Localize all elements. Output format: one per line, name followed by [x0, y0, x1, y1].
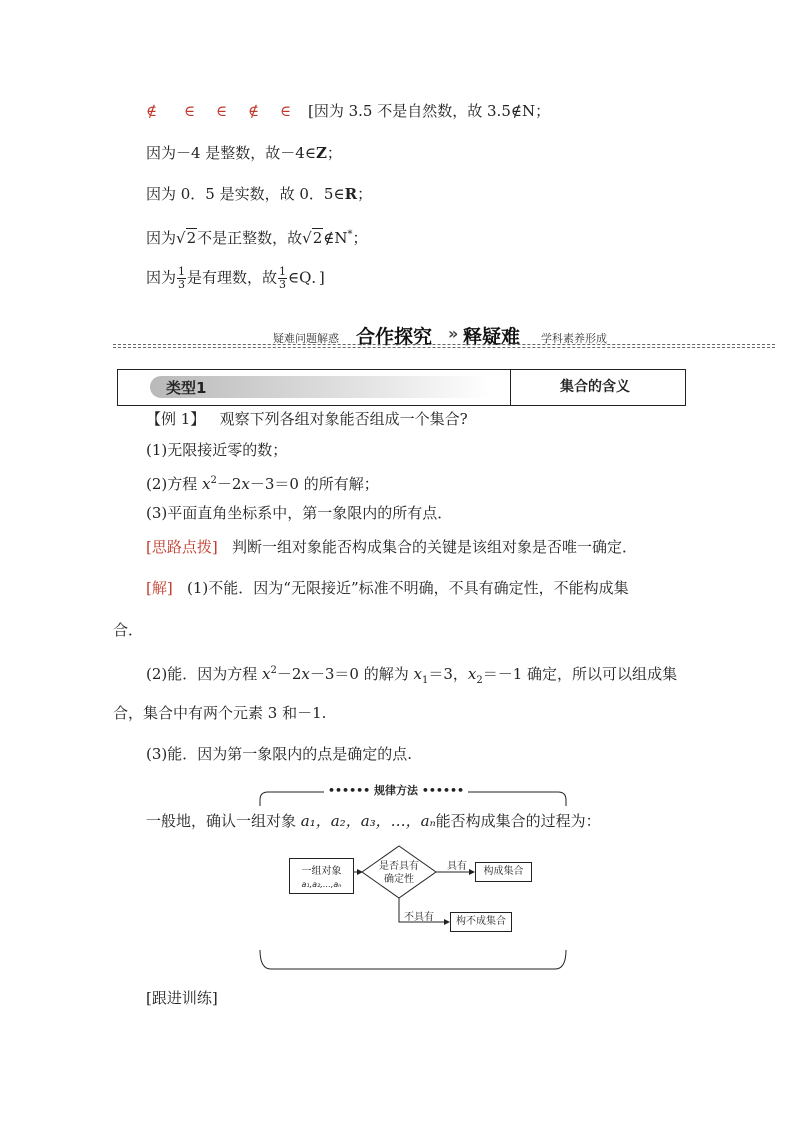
answer-symbol-3: ∈: [216, 102, 228, 120]
flow-decision-line2: 确定性: [384, 874, 414, 885]
solution-line-3: (3)能．因为第一象限内的点是确定的点.: [146, 745, 413, 763]
solution-line-2-b: －2: [276, 665, 302, 683]
section-main-title-1: 合作探究: [356, 326, 433, 348]
explain-5-b: 是有理数，故: [187, 268, 278, 287]
solution-line-2-x: x: [262, 665, 271, 683]
solution-line-2-x2: x: [301, 665, 310, 683]
type-tag-label: 类型1: [166, 379, 207, 397]
explain-5-a: 因为: [146, 268, 177, 287]
explain-3: 因为 0．5 是实数，故 0．5∈: [146, 185, 345, 203]
flow-no-label: 不具有: [404, 912, 434, 923]
fraction-2-numerator: 1: [279, 265, 287, 278]
fraction-denominator: 3: [178, 278, 186, 291]
solution-line-2-sup: 2: [270, 665, 277, 676]
method-title-text: 规律方法: [374, 784, 419, 797]
hint-label: [思路点拨]: [146, 538, 218, 556]
type-title: 集合的含义: [560, 379, 630, 395]
method-intro-b: 能否构成集合的过程为：: [435, 812, 601, 830]
flow-start-line1: 一组对象: [301, 866, 342, 877]
solution-line-1-cont: 合．: [113, 621, 144, 639]
explain-3-end: ；: [357, 185, 373, 203]
flow-decision-line1: 是否具有: [379, 861, 419, 872]
flow-decision-text: [378, 860, 420, 886]
solution-line-2-a: (2)能．因为方程: [146, 665, 263, 683]
explain-4-sup: *: [347, 229, 353, 240]
example-item-2-c: －3＝0 的所有解；: [249, 475, 379, 493]
explain-4-sqrt: 2: [186, 229, 197, 247]
example-item-2-sup: 2: [210, 475, 217, 486]
explain-2: 因为－4 是整数，故－4∈: [146, 144, 316, 162]
fraction-numerator: 1: [178, 265, 186, 278]
solution-line-2-sub1: 1: [421, 675, 429, 686]
example-item-3: (3)平面直角坐标系中，第一象限内的所有点．: [146, 504, 453, 522]
explain-5-c: ∈Q．]: [288, 268, 325, 287]
explain-4-c: ∉N: [323, 229, 348, 247]
flow-no-result: 构不成集合: [456, 916, 506, 927]
section-right-small: 学科素养形成: [541, 332, 607, 345]
method-intro-vars: a₁，a₂，a₃，…，aₙ: [300, 812, 436, 830]
solution-line-1-text: (1)不能．因为“无限接近”标准不明确，不具有确定性，不能构成集: [187, 579, 629, 597]
explain-2-set: Z: [315, 144, 327, 162]
explain-3-set: R: [344, 185, 358, 203]
answer-symbol-5: ∈: [280, 102, 292, 120]
hint-text: 判断一组对象能否构成集合的关键是该组对象是否唯一确定．: [232, 538, 638, 556]
answer-symbol-1: ∉: [146, 102, 158, 120]
flow-yes-result-box: [475, 862, 532, 882]
method-intro-a: 一般地，确认一组对象: [146, 812, 301, 830]
solution-line-2-d: ＝3，: [428, 665, 468, 683]
solution-line-2-x1: x: [413, 665, 422, 683]
example-item-2-var: x: [202, 475, 211, 493]
explain-1: [因为 3.5 不是自然数，故 3.5∉N；: [308, 102, 551, 120]
explain-4-end: ；: [352, 229, 368, 247]
sqrt-sign-icon: √: [302, 229, 312, 247]
example-item-2-a: (2)方程: [146, 475, 203, 493]
flow-start-line2: a₁,a₂,…,aₙ: [301, 880, 342, 889]
flow-no-result-box: [450, 912, 512, 932]
followup-label: [跟进训练]: [146, 989, 218, 1007]
method-title: •••••• 规律方法 ••••••: [324, 782, 468, 798]
section-left-small: 疑难问题解惑: [273, 332, 339, 345]
solution-line-2-sub2: 2: [476, 675, 483, 686]
explain-4-sqrt-2: 2: [312, 229, 323, 247]
chevron-right-icon: »: [448, 324, 459, 343]
section-main-title-2: 释疑难: [463, 326, 521, 348]
example-item-2-var2: x: [241, 475, 250, 493]
flow-yes-label: 具有: [447, 861, 467, 872]
solution-label: [解]: [146, 579, 173, 597]
example-item-2-b: －2: [216, 475, 242, 493]
answer-symbol-2: ∈: [184, 102, 196, 120]
explain-4-b: 不是正整数，故: [197, 229, 303, 247]
sqrt-sign-icon: √: [176, 229, 186, 247]
example-question-text: 观察下列各组对象能否组成一个集合?: [219, 410, 468, 428]
explain-4-a: 因为: [146, 229, 177, 247]
fraction-2-denominator: 3: [279, 278, 287, 291]
solution-line-2-x3: x: [467, 665, 477, 683]
solution-line-2-e: ＝－1 确定，所以可以组成集: [482, 665, 678, 683]
example-label: 【例 1】: [146, 410, 206, 428]
solution-line-2-c: －3＝0 的解为: [309, 665, 414, 683]
solution-line-2-cont: 合，集合中有两个元素 3 和－1.: [113, 704, 327, 722]
flow-start-box: [289, 858, 354, 894]
example-item-1: (1)无限接近零的数；: [146, 441, 288, 459]
explain-2-end: ；: [326, 144, 342, 162]
answer-symbol-4: ∉: [248, 102, 260, 120]
flow-yes-result: 构成集合: [483, 866, 524, 877]
